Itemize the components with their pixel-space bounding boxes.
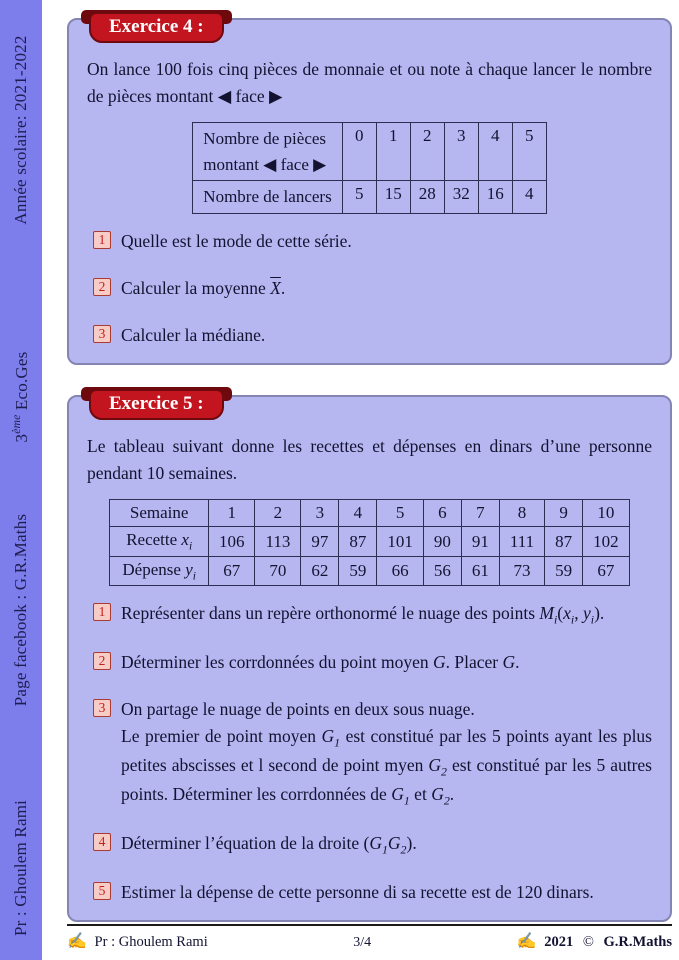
main-content [67,0,672,922]
table-cell: 3 [301,500,339,527]
table-cell: 5 [342,181,376,214]
sidebar [0,0,42,960]
exercise5-title: Exercice 5 : [89,389,224,420]
table-cell: 90 [423,527,461,556]
table-row [110,556,629,585]
question-4 [93,830,652,859]
question-text: Calculer la médiane. [121,325,266,345]
table-cell: 2 [255,500,301,527]
exercise4-ribbon [89,12,224,43]
question-text: Déterminer l’équation de la droite $(G_1G_2)$. [121,833,417,857]
table-cell: 10 [583,500,630,527]
table-row-label: Recette $x_i$ [110,527,209,556]
page-footer [67,924,672,951]
question-2 [93,649,652,676]
exercise5-ribbon [89,389,224,420]
table-cell: 4 [512,181,546,214]
table-cell: 87 [339,527,377,556]
question-5 [93,879,652,906]
sidebar-class-level: 3ème Eco.Ges [10,351,31,443]
question-number-badge: 2 [93,278,111,296]
question-number-badge: 5 [93,882,111,900]
writing-hand-icon: ✍ [67,933,87,950]
table-cell: 15 [376,181,410,214]
question-1 [93,228,652,255]
table-cell: 62 [301,556,339,585]
question-text: Quelle est le mode de cette série. [121,230,352,251]
table-row-label: Nombre de lancers [193,181,342,214]
exercise5-intro: Le tableau suivant donne les recettes et dépenses en dinars d’une personne pendant 10 semaines. [87,436,652,484]
question-number-badge: 3 [93,699,111,717]
table-row [110,527,629,556]
table-cell: 7 [461,500,499,527]
copyright-icon: © [582,934,594,950]
question-number-badge: 3 [93,325,111,343]
table-cell: 66 [377,556,424,585]
table-cell: 1 [376,123,410,181]
table-cell: 102 [583,527,630,556]
table-cell: 101 [377,527,424,556]
footer-teacher-name: Pr : Ghoulem Rami [94,934,208,950]
table-cell: 5 [512,123,546,181]
exercise5-table [109,499,629,586]
exercise4-title: Exercice 4 : [89,12,224,43]
sidebar-teacher-name: Pr : Ghoulem Rami [11,799,30,937]
table-cell: 4 [339,500,377,527]
table-cell: 32 [444,181,478,214]
table-cell: 111 [499,527,544,556]
page-number: 3/4 [353,935,372,950]
table-cell: 61 [461,556,499,585]
table-cell: 56 [423,556,461,585]
table-cell: 1 [208,500,255,527]
table-cell: 5 [377,500,424,527]
table-cell: 67 [583,556,630,585]
exercise5-box [67,395,672,922]
footer-year: 2021 [544,934,574,950]
table-cell: 67 [208,556,255,585]
table-cell: 0 [342,123,376,181]
question-text: Représenter dans un repère orthonormé le nuage des points $M_i(x_i$, $y_i$). [121,603,605,627]
table-cell: 106 [208,527,255,556]
table-row-label: Nombre de pièces montant ◀ face ▶ [193,123,342,181]
table-row [193,181,546,214]
table-cell: 113 [255,527,301,556]
question-text: Estimer la dépense de cette personne di sa recette est de 120 dinars. [121,882,594,903]
footer-copyright [517,931,672,951]
table-cell: 87 [545,527,583,556]
question-text: On partage le nuage de points en deux sous nuage. Le premier de point moyen $G_1$ est constitué par les 5 points ayant les plus petites abscisses et l second de point myen $G_2$ est constitué par les 5 autres points. Déterminer les corrdonnées de $G_1$ et $G_2$. [121,699,652,808]
table-row-label: Dépense $y_i$ [110,556,209,585]
footer-brand: G.R.Maths [603,934,672,950]
table-cell: 8 [499,500,544,527]
table-row [193,123,546,181]
table-cell: 70 [255,556,301,585]
question-text: Déterminer les corrdonnées du point moyen G. Placer G. [121,652,520,673]
footer-teacher [67,931,208,951]
question-3 [93,696,652,810]
question-3 [93,322,652,349]
question-number-badge: 1 [93,231,111,249]
table-row-label: Semaine [110,500,209,527]
table-cell: 9 [545,500,583,527]
table-row [110,500,629,527]
sidebar-school-year: Année scolaire: 2021-2022 [11,35,30,225]
table-cell: 6 [423,500,461,527]
question-1 [93,600,652,629]
table-cell: 97 [301,527,339,556]
exercise4-box [67,18,672,365]
table-cell: 4 [478,123,512,181]
question-number-badge: 1 [93,603,111,621]
table-cell: 16 [478,181,512,214]
exercise4-table [192,122,546,214]
table-cell: 91 [461,527,499,556]
table-cell: 28 [410,181,444,214]
table-cell: 2 [410,123,444,181]
question-number-badge: 2 [93,652,111,670]
question-2 [93,275,652,302]
table-cell: 3 [444,123,478,181]
sidebar-facebook-page: Page facebook : G.R.Maths [11,513,30,707]
table-cell: 73 [499,556,544,585]
question-number-badge: 4 [93,833,111,851]
writing-hand-icon: ✍ [516,933,537,950]
question-text: Calculer la moyenne $\overline{X}$. [121,277,286,298]
table-cell: 59 [339,556,377,585]
table-cell: 59 [545,556,583,585]
exercise4-intro: On lance 100 fois cinq pièces de monnaie et ou note à chaque lancer le nombre de pièces montant ◀ face ▶ [87,59,652,107]
